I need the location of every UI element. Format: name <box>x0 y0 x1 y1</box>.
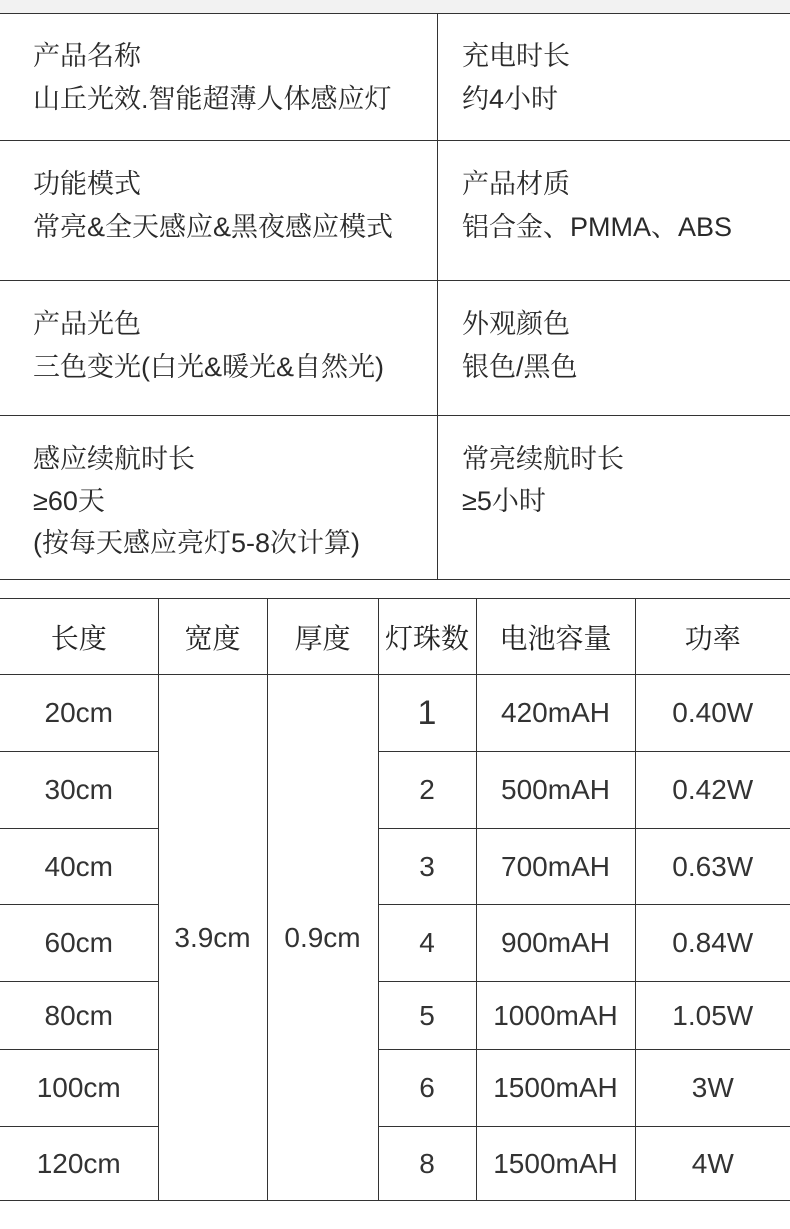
spec-cell-product-name <box>0 13 438 140</box>
cell-power: 3W <box>635 1050 790 1127</box>
spec-cell-material <box>438 141 790 280</box>
table-row <box>0 1050 790 1127</box>
table-row <box>0 752 790 829</box>
top-strip <box>0 0 790 14</box>
cell-led-count: 3 <box>378 829 476 905</box>
cell-led-count: 5 <box>378 982 476 1050</box>
cell-power: 0.84W <box>635 905 790 982</box>
spec-note: (按每天感应亮灯5-8次计算) <box>33 528 361 558</box>
table-row <box>0 905 790 982</box>
table-row <box>0 1127 790 1201</box>
spec-grid <box>0 13 790 580</box>
spec-value: ≥5小时 <box>462 486 546 516</box>
cell-battery: 500mAH <box>476 752 635 829</box>
cell-power: 0.42W <box>635 752 790 829</box>
spec-label: 充电时长 <box>462 41 570 71</box>
spec-value: 铝合金、PMMA、ABS <box>462 212 733 242</box>
spec-label: 感应续航时长 <box>33 444 195 474</box>
cell-led-count: 4 <box>378 905 476 982</box>
cell-battery: 1500mAH <box>476 1127 635 1201</box>
cell-thickness: 0.9cm <box>267 675 378 1201</box>
cell-length: 40cm <box>0 829 158 905</box>
spec-label: 产品材质 <box>462 169 570 199</box>
header-battery: 电池容量 <box>476 599 635 675</box>
cell-length: 80cm <box>0 982 158 1050</box>
spec-row <box>0 141 790 281</box>
cell-length: 100cm <box>0 1050 158 1127</box>
spec-value: 山丘光效.智能超薄人体感应灯 <box>33 84 392 114</box>
header-led-count: 灯珠数 <box>378 599 476 675</box>
table-row <box>0 829 790 905</box>
spec-row <box>0 416 790 579</box>
cell-battery: 420mAH <box>476 675 635 752</box>
cell-battery: 900mAH <box>476 905 635 982</box>
cell-led-count: 1 <box>378 675 476 752</box>
cell-power: 0.40W <box>635 675 790 752</box>
cell-battery: 700mAH <box>476 829 635 905</box>
table-header-row <box>0 599 790 675</box>
spec-label: 产品名称 <box>33 41 141 71</box>
cell-length: 120cm <box>0 1127 158 1201</box>
cell-width: 3.9cm <box>158 675 267 1201</box>
header-width: 宽度 <box>158 599 267 675</box>
cell-power: 1.05W <box>635 982 790 1050</box>
cell-power: 4W <box>635 1127 790 1201</box>
spec-label: 外观颜色 <box>462 309 570 339</box>
table-row <box>0 675 790 752</box>
cell-battery: 1000mAH <box>476 982 635 1050</box>
spec-cell-sensor-endurance <box>0 416 438 579</box>
spec-cell-charge-time <box>438 13 790 140</box>
table-row <box>0 982 790 1050</box>
header-thickness: 厚度 <box>267 599 378 675</box>
spec-cell-light-color <box>0 281 438 415</box>
header-power: 功率 <box>635 599 790 675</box>
spec-cell-constant-endurance <box>438 416 790 579</box>
spec-cell-appearance-color <box>438 281 790 415</box>
spec-label: 功能模式 <box>33 169 141 199</box>
cell-battery: 1500mAH <box>476 1050 635 1127</box>
cell-power: 0.63W <box>635 829 790 905</box>
cell-led-count: 6 <box>378 1050 476 1127</box>
cell-length: 30cm <box>0 752 158 829</box>
spec-row <box>0 281 790 416</box>
spec-value: 银色/黑色 <box>462 352 578 382</box>
header-length: 长度 <box>0 599 158 675</box>
spec-value: 常亮&全天感应&黑夜感应模式 <box>33 212 394 242</box>
size-spec-table <box>0 598 790 1201</box>
spec-cell-function-mode <box>0 141 438 280</box>
cell-led-count: 8 <box>378 1127 476 1201</box>
cell-length: 20cm <box>0 675 158 752</box>
spec-label: 产品光色 <box>33 309 141 339</box>
spec-value: 约4小时 <box>462 84 559 114</box>
spec-label: 常亮续航时长 <box>462 444 624 474</box>
cell-led-count: 2 <box>378 752 476 829</box>
spec-value: ≥60天 <box>33 486 105 516</box>
spec-row <box>0 13 790 141</box>
cell-length: 60cm <box>0 905 158 982</box>
spec-value: 三色变光(白光&暖光&自然光) <box>33 352 384 382</box>
